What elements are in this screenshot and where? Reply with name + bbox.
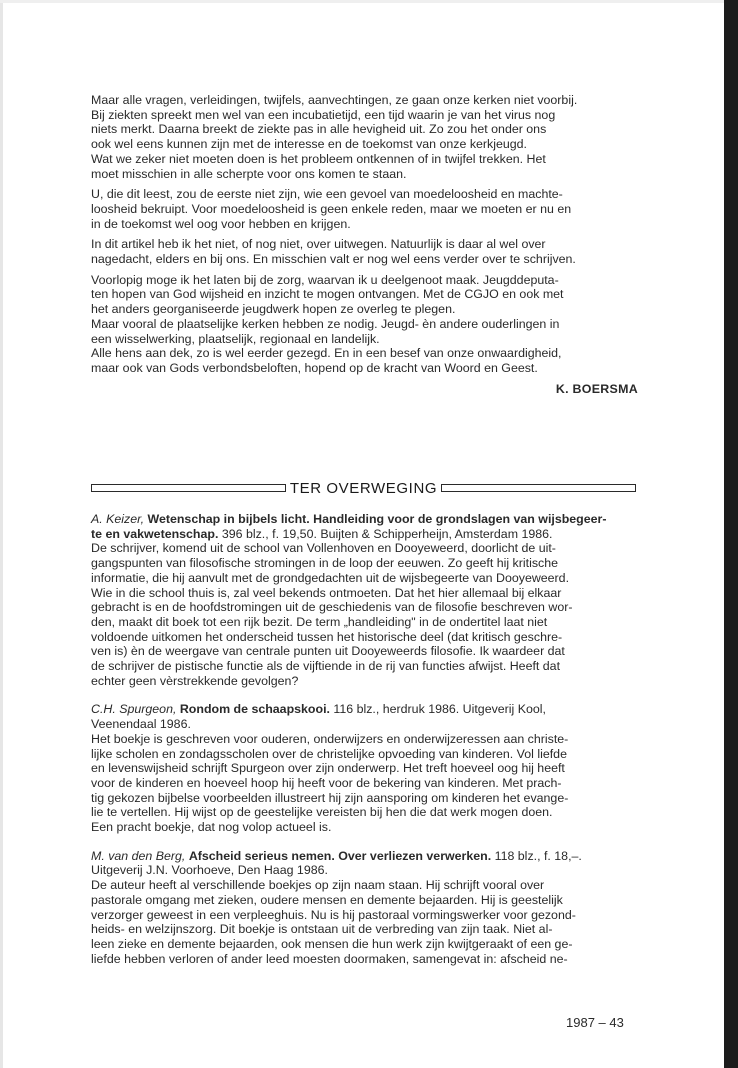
- text-line: liefde hebben verloren of ander leed moesten doormaken, samengevat in: afscheid ne-: [91, 951, 568, 966]
- page-number: 1987 – 43: [566, 1015, 624, 1030]
- text-line: Bij ziekten spreekt men wel van een incubatietijd, een tijd waarin je van het virus nog: [91, 107, 556, 122]
- text-line: gebracht is en de hoofdstromingen uit de geschiedenis van de filosofie beschreven wor-: [91, 600, 573, 615]
- section-header: [91, 478, 636, 498]
- review-meta-cont: Uitgeverij J.N. Voorhoeve, Den Haag 1986.: [91, 863, 328, 878]
- header-rule-right: [441, 484, 636, 492]
- text-line: nagedacht, elders en bij ons. En misschien valt er nog wel eens verder over te schrijven.: [91, 252, 576, 267]
- article-paragraph: [91, 93, 638, 181]
- article-paragraph: [91, 237, 638, 266]
- text-line: Alle hens aan dek, zo is wel eerder gezegd. En in een besef van onze onwaardigheid,: [91, 346, 562, 361]
- scan-dark-margin: [724, 0, 738, 1068]
- text-line: moet misschien in alle scherpte voor ons komen te staan.: [91, 166, 407, 181]
- article-paragraph: [91, 273, 638, 376]
- text-line: gangspunten van filosofische stromingen in de loop der eeuwen. Zo geeft hij kritische: [91, 556, 558, 571]
- text-line: voor de kinderen en hoeveel hoop hij heeft voor de bekering van kinderen. Met prach-: [91, 775, 562, 790]
- text-line: Maar vooral de plaatselijke kerken hebben ze nodig. Jeugd- èn andere ouderlingen in: [91, 316, 560, 331]
- text-line: leen zieke en demente bejaarden, ook mensen die hun werk zijn kwijtgeraakt of een ge-: [91, 936, 573, 951]
- book-reviews: [91, 512, 638, 980]
- text-line: in de toekomst wel oog voor hebben en krijgen.: [91, 216, 351, 231]
- scan-left-edge: [0, 0, 3, 1068]
- text-line: en levenswijsheid schrijft Spurgeon over zijn onderwerp. Het treft hoeveel oog hij heeft: [91, 761, 565, 776]
- text-line: loosheid bekruipt. Voor moedeloosheid is geen enkele reden, maar we moeten er nu en: [91, 201, 572, 216]
- text-line: echter geen vèrstrekkende gevolgen?: [91, 673, 299, 688]
- review-author: M. van den Berg,: [91, 848, 186, 863]
- review-heading: [91, 849, 638, 864]
- text-line: Een pracht boekje, dat nog volop actueel is.: [91, 820, 332, 835]
- review-meta: 118 blz., f. 18,–.: [491, 848, 582, 863]
- book-review: [91, 512, 638, 688]
- review-meta: 116 blz., herdruk 1986. Uitgeverij Kool,: [329, 702, 546, 717]
- text-line: Voorlopig moge ik het laten bij de zorg, waarvan ik u deelgenoot maak. Jeugddeputa-: [91, 272, 559, 287]
- text-line: In dit artikel heb ik het niet, of nog niet, over uitwegen. Natuurlijk is daar al wel over: [91, 237, 546, 252]
- text-line: de schrijver de pistische functie als de vijftiende in de rij van functies afwijst. Heeft dat: [91, 659, 561, 674]
- text-line: De schrijver, komend uit de school van Vollenhoven en Dooyeweerd, doorlicht de uit-: [91, 541, 556, 556]
- author-signature: K. BOERSMA: [555, 381, 638, 396]
- text-line: een wisselwerking, plaatselijk, regionaal en landelijk.: [91, 331, 380, 346]
- review-author: A. Keizer,: [91, 512, 145, 526]
- review-heading-cont: [91, 527, 638, 542]
- text-line: Wat we zeker niet moeten doen is het probleem ontkennen of in twijfel trekken. Het: [91, 151, 546, 166]
- text-line: Het boekje is geschreven voor ouderen, onderwijzers en onderwijzeressen aan christe-: [91, 731, 569, 746]
- review-book-title: Wetenschap in bijbels licht. Handleiding voor de grondslagen van wijsbegeer-: [147, 512, 607, 526]
- book-review: [91, 849, 638, 967]
- text-line: voldoende uitkomen het onderscheid tussen het historische deel (dat kritisch geschre-: [91, 629, 563, 644]
- text-line: Maar alle vragen, verleidingen, twijfels, aanvechtingen, ze gaan onze kerken niet voorbij.: [91, 93, 578, 107]
- text-line: lie te vertellen. Hij wijst op de geestelijke vereisten bij hen die dat werk mogen doen.: [91, 805, 553, 820]
- text-line: heids- en welzijnszorg. Dit boekje is ontstaan uit de verbreding van zijn taak. Niet al-: [91, 922, 553, 937]
- review-meta-cont: Veenendaal 1986.: [91, 717, 191, 732]
- text-line: maar ook van Gods verbondsbeloften, hopend op de kracht van Woord en Geest.: [91, 360, 538, 375]
- review-book-title: Rondom de schaapskooi.: [179, 702, 330, 717]
- review-meta: 396 blz., f. 19,50. Buijten & Schipperheijn, Amsterdam 1986.: [218, 526, 553, 541]
- section-title: TER OVERWEGING: [289, 479, 438, 497]
- text-line: Wie in die school thuis is, zal veel bekends ontmoeten. Dat het hier allemaal bij elkaar: [91, 585, 562, 600]
- header-rule-left: [91, 484, 286, 492]
- text-line: niets merkt. Daarna breekt de ziekte pas in alle hevigheid uit. Zo zou het onder ons: [91, 122, 547, 137]
- text-line: lijke scholen en zondagsscholen over de christelijke opvoeding van kinderen. Vol liefde: [91, 746, 567, 761]
- text-line: U, die dit leest, zou de eerste niet zijn, wie een gevoel van moedeloosheid en machte-: [91, 187, 563, 202]
- text-line: verzorger geweest in een verpleeghuis. Nu is hij pastoraal vormingswerker voor gezond-: [91, 907, 576, 922]
- text-line: pastorale omgang met zieken, oudere mensen en demente bejaarden. Hij is geestelijk: [91, 892, 563, 907]
- text-line: ten hopen van God wijsheid en inzicht te mogen ontvangen. Met de CGJO en ook met: [91, 287, 564, 302]
- review-book-title-cont: te en vakwetenschap.: [91, 526, 219, 541]
- text-line: ook wel eens kunnen zijn met de interesse en de toekomst van onze kerkjeugd.: [91, 137, 527, 152]
- article-paragraph: [91, 187, 638, 231]
- scan-top-edge: [0, 0, 724, 3]
- review-heading: [91, 512, 638, 527]
- review-book-title: Afscheid serieus nemen. Over verliezen verwerken.: [188, 848, 492, 863]
- text-line: het anders georganiseerde jeugdwerk hopen ze overleg te plegen.: [91, 302, 456, 317]
- book-review: [91, 702, 638, 834]
- text-line: De auteur heeft al verschillende boekjes op zijn naam staan. Hij schrijft vooral over: [91, 878, 545, 893]
- text-line: tig gekozen bijbelse voorbeelden illustreert hij zijn aansporing om kinderen het evange-: [91, 790, 569, 805]
- text-line: ven is) èn de weergave van centrale punten uit Dooyeweerds filosofie. Ik waardeer dat: [91, 644, 565, 659]
- article-body: [91, 93, 638, 396]
- text-line: informatie, die hij aanvult met de grondgedachten uit de wijsbegeerte van Dooyeweerd.: [91, 570, 570, 585]
- text-line: den, maakt dit boek tot een rijk bezit. De term „handleiding" in de ondertitel laat niet: [91, 614, 548, 629]
- review-author: C.H. Spurgeon,: [91, 702, 177, 717]
- review-heading: [91, 702, 638, 717]
